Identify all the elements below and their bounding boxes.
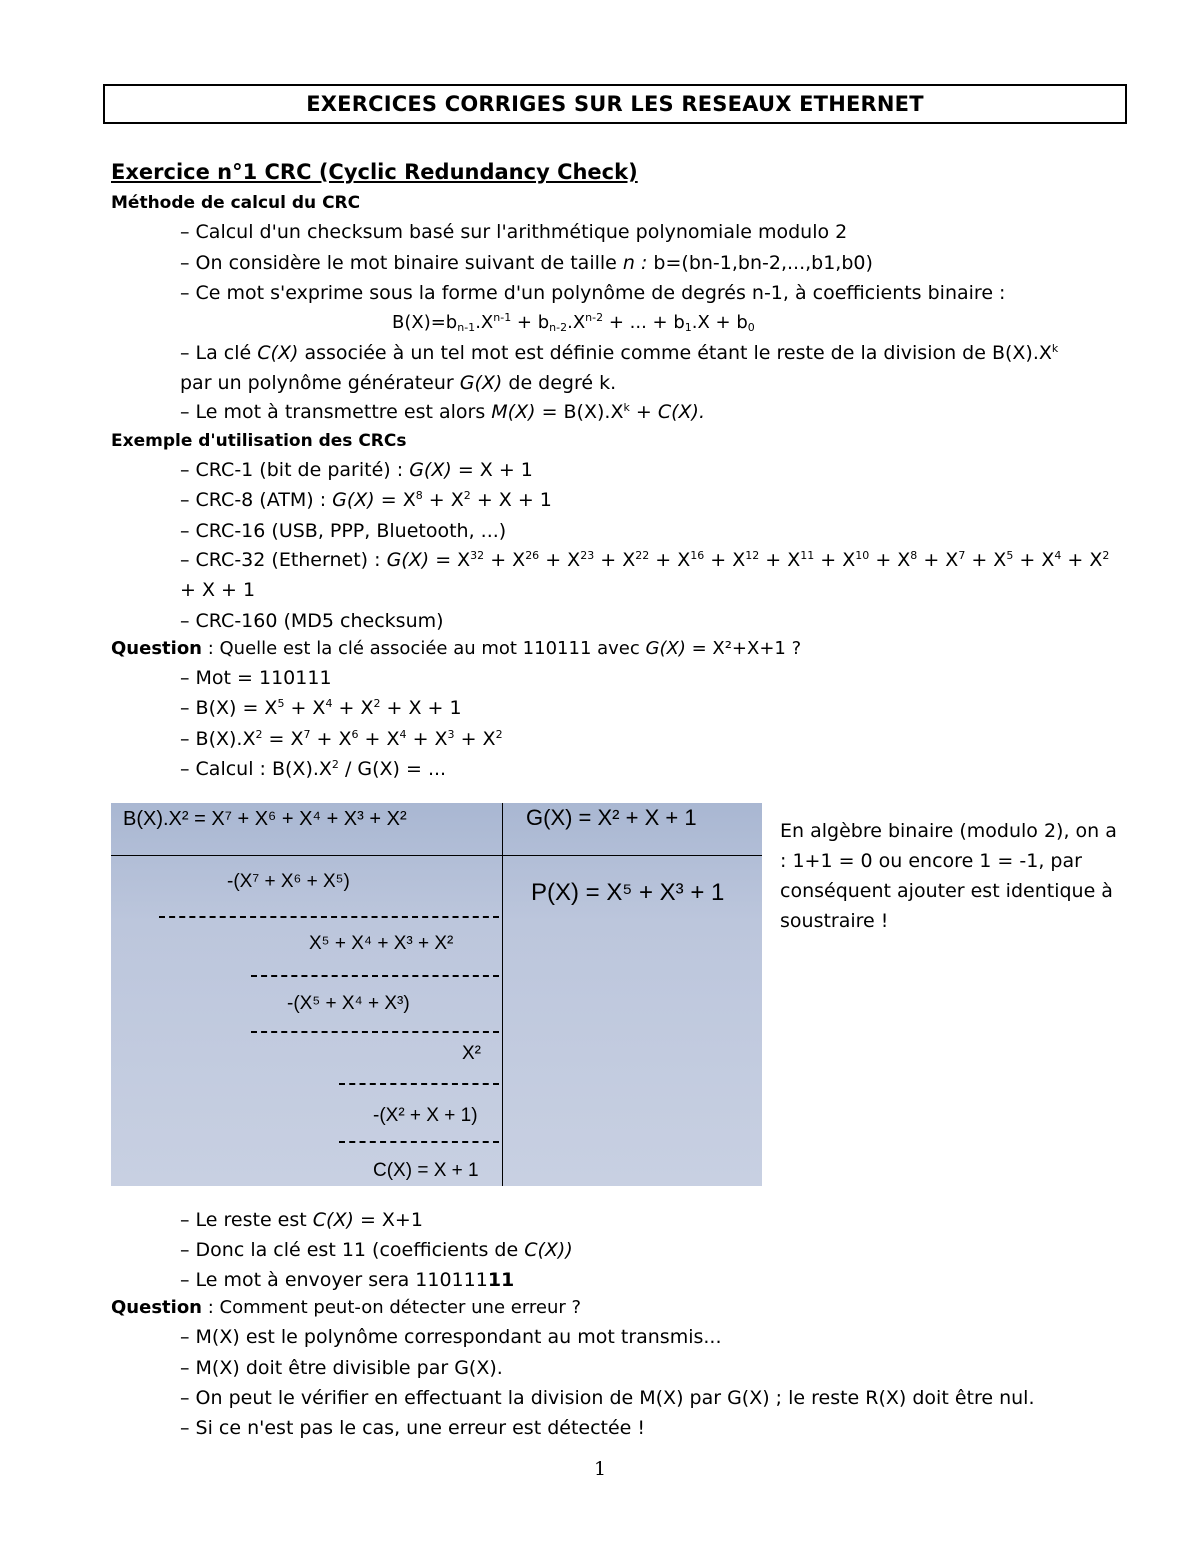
question-1-bxx2: – $B(X).X^2 = X^7 + X^6 + X^4 + X^3 + X^2$ (180, 728, 503, 750)
formula-part: + ... + b (603, 312, 685, 333)
formula-sup: n-2 (585, 311, 604, 324)
division-step-3: -(X⁵ + X⁴ + X³) (287, 993, 410, 1014)
text: – Le reste est (180, 1209, 307, 1231)
text: de degré k. (508, 372, 617, 394)
text: k (623, 401, 630, 414)
polynomial-division-figure (111, 803, 762, 1186)
text: = X²+X+1 ? (691, 638, 802, 659)
formula-sup: n-1 (493, 311, 512, 324)
text: associée à un tel mot est définie comme étant le reste de la division de B(X).X (304, 342, 1052, 364)
text: C(X). (657, 401, 706, 423)
text: G(X) (409, 459, 452, 481)
method-line-6 (180, 371, 616, 395)
division-divisor: G(X) = X² + X + 1 (526, 805, 697, 830)
method-line-2-n: n : (622, 252, 648, 274)
method-line-1: – Calcul d'un checksum basé sur l'arithmétique polynomiale modulo 2 (180, 221, 848, 243)
question-2 (111, 1296, 581, 1320)
formula-sub: 0 (747, 321, 755, 334)
answer-1 (180, 1208, 423, 1232)
text: G(X) (332, 489, 375, 511)
text: – Le mot à envoyer sera 110111 (180, 1269, 488, 1291)
text: C(X)) (524, 1239, 573, 1261)
text: = B(X).X (541, 401, 624, 423)
text: – CRC-32 (Ethernet) : (180, 549, 381, 571)
formula-part: B(X)=b (392, 312, 458, 333)
formula-sub: n-1 (457, 321, 476, 334)
text: est le polynôme correspondant au mot transmis... (245, 1326, 722, 1348)
dash-line (339, 1083, 499, 1085)
example-crc1 (180, 458, 533, 482)
formula-part: + b (511, 312, 550, 333)
formula-part: .X (475, 312, 494, 333)
page-title: EXERCICES CORRIGES SUR LES RESEAUX ETHERNET (306, 92, 924, 116)
method-line-2-text: – On considère le mot binaire suivant de taille (180, 252, 617, 274)
divider-horizontal (111, 855, 762, 856)
formula-part: .X + b (691, 312, 748, 333)
exercise-heading: Exercice n°1 CRC (Cyclic Redundancy Check) (111, 160, 638, 184)
question-label: Question (111, 1297, 202, 1318)
division-step-2: X⁵ + X⁴ + X³ + X² (309, 933, 454, 954)
method-heading: Méthode de calcul du CRC (111, 193, 361, 213)
text: = X+1 (359, 1209, 423, 1231)
question-1 (111, 637, 801, 661)
method-line-5 (180, 341, 1058, 365)
text: – M(X) (180, 1326, 240, 1348)
text: : Comment peut-on détecter une erreur ? (202, 1297, 582, 1318)
text: = $X^{32} + X^{26} + X^{23} + X^{22} + X^{16} + X^{12} + X^{11} + X^{10} + X^8 + X^7 + X^5 + X^4 + X^2$ (435, 549, 1110, 571)
formula-sub: n-2 (549, 321, 568, 334)
formula-sub: 1 (684, 321, 692, 334)
text: k (1051, 342, 1059, 355)
question-1-bx: – $B(X) = X^5 + X^4 + X^2 + X + 1$ (180, 697, 462, 719)
question-2-line-2: – M(X) doit être divisible par G(X). (180, 1357, 503, 1379)
method-line-7 (180, 400, 705, 424)
example-crc32-tail: + X + 1 (180, 579, 256, 601)
dash-line (251, 975, 499, 977)
text: 11 (487, 1269, 515, 1291)
text: / G(X) = ... (338, 758, 447, 780)
text: : Quelle est la clé associée au mot 110111 avec (202, 638, 640, 659)
example-crc16: – CRC-16 (USB, PPP, Bluetooth, ...) (180, 520, 507, 542)
text: G(X) (459, 372, 503, 394)
dash-line (159, 916, 499, 918)
text: + (635, 401, 652, 423)
example-heading: Exemple d'utilisation des CRCs (111, 431, 407, 451)
division-step-1: -(X⁷ + X⁶ + X⁵) (227, 871, 350, 892)
title-box (103, 84, 1127, 124)
text: G(X) (645, 638, 686, 659)
answer-2 (180, 1238, 573, 1262)
division-step-5: -(X² + X + 1) (373, 1105, 478, 1126)
formula-part: .X (567, 312, 586, 333)
division-dividend: B(X).X² = X⁷ + X⁶ + X⁴ + X³ + X² (123, 808, 407, 830)
text: = $X^8 + X^2 + X + 1$ (380, 489, 552, 511)
text: 2 (331, 758, 339, 771)
text: – CRC-8 (ATM) : (180, 489, 327, 511)
side-note: En algèbre binaire (modulo 2), on a : 1+1 = 0 ou encore 1 = -1, par conséquent ajouter est identique à soustraire ! (780, 820, 1117, 932)
page-number: 1 (593, 1458, 607, 1480)
text: – Donc la clé est 11 (coefficients de (180, 1239, 519, 1261)
example-crc32 (180, 548, 1109, 572)
division-result: C(X) = X + 1 (373, 1160, 479, 1181)
question-2-line-1 (180, 1325, 722, 1349)
text: G(X) (386, 549, 430, 571)
answer-3 (180, 1268, 514, 1292)
division-step-4: X² (462, 1043, 481, 1064)
question-2-line-3: – On peut le vérifier en effectuant la division de M(X) par G(X) ; le reste R(X) doit être nul. (180, 1387, 1035, 1409)
text: C(X) (312, 1209, 354, 1231)
text: par un polynôme générateur (180, 372, 454, 394)
example-crc8 (180, 488, 552, 512)
text: = X + 1 (457, 459, 533, 481)
division-quotient: P(X) = X⁵ + X³ + 1 (531, 879, 725, 906)
dash-line (339, 1141, 499, 1143)
dash-line (251, 1031, 499, 1033)
text: – Le mot à transmettre est alors (180, 401, 486, 423)
text: M(X) (491, 401, 536, 423)
text: – La clé (180, 342, 252, 364)
method-line-2 (180, 251, 873, 275)
question-1-mot: – Mot = 110111 (180, 667, 332, 689)
text: C(X) (257, 342, 299, 364)
example-crc160: – CRC-160 (MD5 checksum) (180, 610, 444, 632)
question-label: Question (111, 638, 202, 659)
polynomial-formula (392, 311, 755, 335)
method-line-3: – Ce mot s'exprime sous la forme d'un polynôme de degrés n-1, à coefficients binaire : (180, 282, 1006, 304)
method-line-2-b: b=(bn-1,bn-2,...,b1,b0) (653, 252, 873, 274)
question-2-line-4: – Si ce n'est pas le cas, une erreur est détectée ! (180, 1417, 646, 1439)
text: – CRC-1 (bit de parité) : (180, 459, 404, 481)
divider-vertical (502, 803, 503, 1186)
question-1-calcul (180, 757, 446, 781)
text: – Calcul : B(X).X (180, 758, 332, 780)
